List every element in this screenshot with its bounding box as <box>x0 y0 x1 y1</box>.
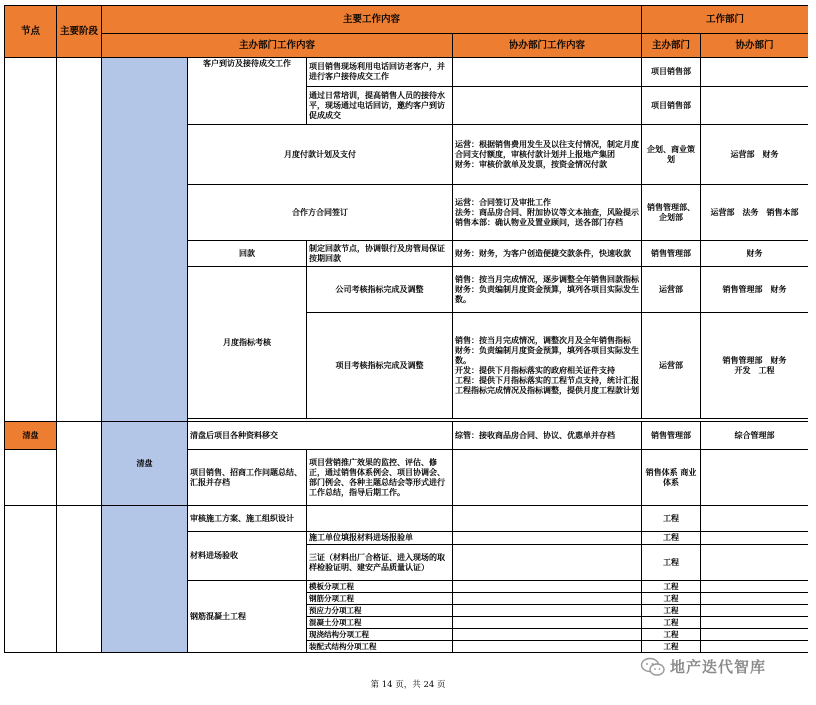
assist-dept-cell <box>701 87 808 125</box>
host-dept-cell: 运营部 <box>642 267 701 313</box>
host-dept-cell: 工程 <box>642 532 701 545</box>
header-assist-dept: 协办部门 <box>701 34 808 58</box>
assist-dept-cell <box>701 605 808 617</box>
assist-dept-cell <box>701 532 808 545</box>
assist-content-cell: 销售：按当月完成情况，逐步调整全年销售回款指标 财务：负责编制月度资金预算，填列各项目实际发生数。 <box>453 267 642 313</box>
assist-dept-cell: 综合管理部 <box>701 422 808 450</box>
host-dept-cell: 工程 <box>642 641 701 653</box>
header-dept: 工作部门 <box>642 6 808 34</box>
host-dept-cell: 工程 <box>642 605 701 617</box>
assist-content-cell <box>453 581 642 593</box>
task-detail <box>307 506 453 532</box>
assist-dept-cell <box>701 617 808 629</box>
stage-bar <box>102 58 188 422</box>
header-node: 节点 <box>5 6 57 58</box>
assist-dept-cell: 运营部 财务 <box>701 125 808 185</box>
work-table-sheet <box>4 5 808 667</box>
assist-dept-cell: 财务 <box>701 241 808 267</box>
host-dept-cell: 工程 <box>642 629 701 641</box>
task-cell: 月度指标考核 <box>188 267 307 419</box>
task-detail: 三证（材料出厂合格证、进入现场的取样检验证明、建安产品质量认证） <box>307 545 453 581</box>
host-dept-cell: 工程 <box>642 617 701 629</box>
task-cell: 回款 <box>188 241 307 267</box>
sub-item: 钢筋分项工程 <box>307 593 453 605</box>
task-detail: 通过日常培训，提高销售人员的接待水平，现场通过电话回访，邀约客户到访促成成交 <box>307 87 453 125</box>
host-dept-cell: 销售管理部 <box>642 422 701 450</box>
host-dept-cell: 销售管理部 <box>642 241 701 267</box>
node-cell-empty <box>5 450 57 506</box>
header-main-work: 主要工作内容 <box>102 6 642 34</box>
assist-content-cell: 运营：根据销售费用发生及以往支付情况，制定月度合同支付额度，审核付款计划并上报地产集团 财务：审核价款单及发票，按资金情况付款 <box>453 125 642 185</box>
task-cell: 月度付款计划及支付 <box>188 125 453 185</box>
assist-content-cell <box>453 532 642 545</box>
task-cell: 钢筋混凝土工程 <box>188 581 307 653</box>
assist-content-cell: 综管：接收商品房合同、协议、优惠单并存档 <box>453 422 642 450</box>
task-cell: 材料进场验收 <box>188 532 307 581</box>
assist-dept-cell <box>701 641 808 653</box>
assist-content-cell <box>453 593 642 605</box>
assist-dept-cell <box>701 58 808 87</box>
header-host-dept: 主办部门 <box>642 34 701 58</box>
stage-cell-empty <box>57 58 102 422</box>
node-cell-empty <box>5 58 57 422</box>
task-detail: 施工单位填报材料进场报验单 <box>307 532 453 545</box>
assist-content-cell: 运营：合同签订及审批工作 法务：商品房合同、附加协议等文本抽查，风险提示 销售本部：确认物业及置业顾问，送各部门存档 <box>453 185 642 241</box>
header-assist-content: 协办部门工作内容 <box>453 34 642 58</box>
task-detail: 项目销售现场利用电话回访老客户，并进行客户接待成交工作 <box>307 58 453 87</box>
host-dept-cell: 项目销售部 <box>642 87 701 125</box>
host-dept-cell: 项目销售部 <box>642 58 701 87</box>
assist-dept-cell <box>701 545 808 581</box>
assist-dept-cell <box>701 506 808 532</box>
assist-content-cell <box>453 629 642 641</box>
task-cell: 客户到访及接待成交工作 <box>188 58 307 125</box>
task-cell: 清盘后项目各种资料移交 <box>188 422 453 450</box>
host-dept-cell: 工程 <box>642 545 701 581</box>
assist-content-cell <box>453 450 642 506</box>
sub-item: 模板分项工程 <box>307 581 453 593</box>
host-dept-cell: 销售体系 商业体系 <box>642 450 701 506</box>
sub-item: 现浇结构分项工程 <box>307 629 453 641</box>
work-content-table <box>4 5 808 653</box>
assist-dept-cell <box>701 450 808 506</box>
assist-content-cell <box>453 87 642 125</box>
assist-dept-cell <box>701 629 808 641</box>
assist-dept-cell <box>701 593 808 605</box>
assist-dept-cell <box>701 581 808 593</box>
wechat-icon <box>640 657 666 677</box>
stage-bar <box>102 506 188 653</box>
host-dept-cell: 销售管理部、企划部 <box>642 185 701 241</box>
sub-item: 预应力分项工程 <box>307 605 453 617</box>
assist-dept-cell: 运营部 法务 销售本部 <box>701 185 808 241</box>
assist-content-cell <box>453 641 642 653</box>
node-cell-empty <box>5 506 57 653</box>
assist-content-cell: 财务：财务，为客户创造便捷交款条件，快速收款 <box>453 241 642 267</box>
assist-content-cell <box>453 58 642 87</box>
task-cell: 项目销售、招商工作问题总结、汇报并存档 <box>188 450 307 506</box>
assist-dept-cell: 销售管理部 财务 <box>701 267 808 313</box>
sub-item: 混凝土分项工程 <box>307 617 453 629</box>
watermark-text: 地产迭代智库 <box>670 658 767 676</box>
page-footer: 第 14 页，共 24 页 <box>370 680 446 690</box>
task-detail: 项目营销推广效果的监控、评估、修正，通过销售体系例会、项目协调会、部门例会、各种主题总结会等形式进行工作总结，指导后期工作。 <box>307 450 453 506</box>
header-host-content: 主办部门工作内容 <box>102 34 453 58</box>
assist-dept-cell: 销售管理部 财务 开发 工程 <box>701 313 808 419</box>
watermark <box>640 656 766 677</box>
stage-clearance: 清盘 <box>102 422 188 506</box>
task-detail: 公司考核指标完成及调整 <box>307 267 453 313</box>
task-cell: 合作方合同签订 <box>188 185 453 241</box>
host-dept-cell: 运营部 <box>642 313 701 419</box>
task-detail: 制定回款节点，协调银行及房管局保证按期回款 <box>307 241 453 267</box>
assist-content-cell <box>453 545 642 581</box>
host-dept-cell: 企划、商业策划 <box>642 125 701 185</box>
stage-cell-empty <box>57 422 102 506</box>
assist-content-cell <box>453 605 642 617</box>
task-detail: 项目考核指标完成及调整 <box>307 313 453 419</box>
assist-content-cell: 销售：按当月完成情况，调整次月及全年销售指标 财务：负责编制月度资金预算，填列各项目实际发生数。 开发：提供下月指标落实的政府相关证件支持 工程：提供下月指标落实的工程节点支持，统计汇报工程指标完成情况及指标调整，提供月度工程款计划 <box>453 313 642 419</box>
header-main-stage: 主要阶段 <box>57 6 102 58</box>
assist-content-cell <box>453 617 642 629</box>
sub-item: 装配式结构分项工程 <box>307 641 453 653</box>
stage-cell-empty <box>57 506 102 653</box>
task-cell: 审核施工方案、施工组织设计 <box>188 506 307 532</box>
host-dept-cell: 工程 <box>642 593 701 605</box>
host-dept-cell: 工程 <box>642 506 701 532</box>
node-cell-clearance: 清盘 <box>5 422 57 450</box>
assist-content-cell <box>453 506 642 532</box>
host-dept-cell: 工程 <box>642 581 701 593</box>
